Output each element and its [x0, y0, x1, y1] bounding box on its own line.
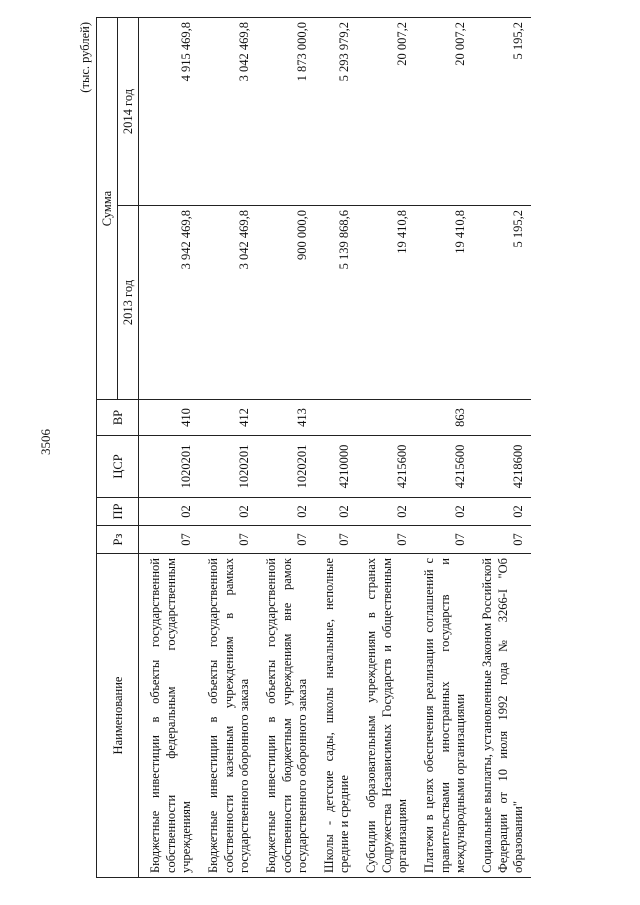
row-2014: 3 042 469,8: [199, 18, 257, 206]
page-number: 3506: [38, 429, 53, 455]
rotated-document: [74, 18, 634, 878]
row-csr: 4215600: [357, 436, 415, 498]
table-row: [473, 18, 531, 878]
row-pr: 02: [473, 498, 531, 526]
row-rz: 07: [357, 526, 415, 554]
row-vr: [357, 400, 415, 436]
header-row-1: [97, 18, 118, 878]
row-pr: 02: [315, 498, 357, 526]
row-rz: 07: [415, 526, 473, 554]
row-2013: 19 410,8: [357, 206, 415, 400]
row-vr: 412: [199, 400, 257, 436]
row-csr: 1020201: [257, 436, 315, 498]
row-2013: 5 139 868,6: [315, 206, 357, 400]
table-row: [415, 18, 473, 878]
row-2013: 3 042 469,8: [199, 206, 257, 400]
row-csr: 4210000: [315, 436, 357, 498]
row-2013: 3 942 469,8: [139, 206, 199, 400]
row-vr: 413: [257, 400, 315, 436]
table-row: [315, 18, 357, 878]
table-row: [357, 18, 415, 878]
header-rz: Рз: [97, 526, 139, 554]
row-vr: [473, 400, 531, 436]
row-2013: 19 410,8: [415, 206, 473, 400]
row-rz: 07: [315, 526, 357, 554]
row-vr: 410: [139, 400, 199, 436]
header-2013: 2013 год: [118, 206, 139, 400]
row-pr: 02: [139, 498, 199, 526]
row-pr: 02: [199, 498, 257, 526]
row-pr: 02: [257, 498, 315, 526]
header-csr: ЦСР: [97, 436, 139, 498]
row-name: Бюджетные инвестиции в объекты государственной собственности казенным учреждениям в рамках государственного оборонного заказа: [199, 554, 257, 878]
row-rz: 07: [473, 526, 531, 554]
row-name: Социальные выплаты, установленные Законом Российской Федерации от 10 июля 1992 года № 3266-I "Об образовании": [473, 554, 531, 878]
row-name: Бюджетные инвестиции в объекты государственной собственности бюджетным учреждениям вне рамок государственного оборонного заказа: [257, 554, 315, 878]
table-row: [199, 18, 257, 878]
row-2014: 1 873 000,0: [257, 18, 315, 206]
row-2014: 5 293 979,2: [315, 18, 357, 206]
budget-table: [96, 17, 531, 878]
row-name: Платежи в целях обеспечения реализации соглашений с правительствами иностранных государств и международными организациями: [415, 554, 473, 878]
row-2014: 4 915 469,8: [139, 18, 199, 206]
table-row: [139, 18, 199, 878]
header-vr: ВР: [97, 400, 139, 436]
row-name: Субсидии образовательным учреждениям в странах Содружества Независимых Государств и общественным организациям: [357, 554, 415, 878]
units-note: (тыс. рублей): [78, 22, 92, 93]
row-vr: 863: [415, 400, 473, 436]
row-2013: 900 000,0: [257, 206, 315, 400]
row-2014: 20 007,2: [357, 18, 415, 206]
header-pr: ПР: [97, 498, 139, 526]
header-sum: Сумма: [97, 18, 118, 400]
row-pr: 02: [415, 498, 473, 526]
header-2014: 2014 год: [118, 18, 139, 206]
row-vr: [315, 400, 357, 436]
row-name: Школы - детские сады, школы начальные, неполные средние и средние: [315, 554, 357, 878]
row-pr: 02: [357, 498, 415, 526]
row-csr: 1020201: [199, 436, 257, 498]
header-name: Наименование: [97, 554, 139, 878]
row-rz: 07: [139, 526, 199, 554]
row-csr: 4218600: [473, 436, 531, 498]
row-csr: 1020201: [139, 436, 199, 498]
row-rz: 07: [257, 526, 315, 554]
row-2014: 20 007,2: [415, 18, 473, 206]
table-row: [257, 18, 315, 878]
row-2013: 5 195,2: [473, 206, 531, 400]
row-csr: 4215600: [415, 436, 473, 498]
row-rz: 07: [199, 526, 257, 554]
row-2014: 5 195,2: [473, 18, 531, 206]
row-name: Бюджетные инвестиции в объекты государственной собственности федеральным государственным учреждениям: [139, 554, 199, 878]
